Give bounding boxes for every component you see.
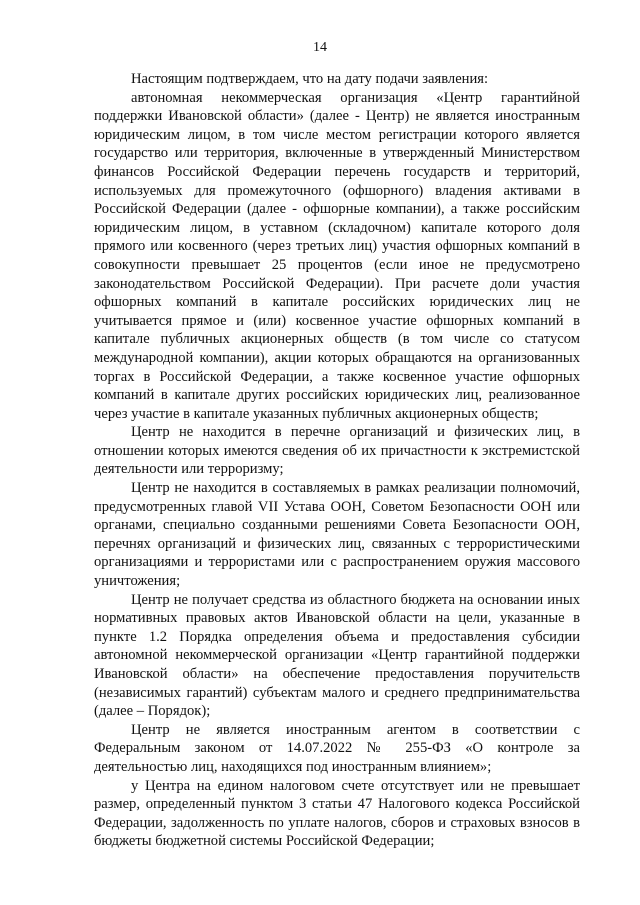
document-body [94, 70, 580, 851]
paragraph-un-security-council-lists: Центр не находится в составляемых в рамках реализации полномочий, предусмотренных главой VII Устава ООН, Советом Безопасности ООН или органами, специально созданными решениями Совета Безопасности ООН, перечнях организаций и физических лиц, связанных с террористическими организациями и террористами или с распространением оружия массового уничтожения; [94, 480, 580, 590]
paragraph-offshore-status: автономная некоммерческая организация «Центр гарантийной поддержки Ивановской области» (далее - Центр) не является иностранным юридическим лицом, в том числе местом регистрации которого является государство или территория, включенные в утвержденный Министерством финансов Российской Федерации перечень государств и территорий, используемых для промежуточного (офшорного) владения активами в Российской Федерации (далее - офшорные компании), а также российским юридическим лицом, в уставном (складочном) капитале которого доля прямого или косвенного (через третьих лиц) участия офшорных компаний в совокупности превышает 25 процентов (если иное не предусмотрено законодательством Российской Федерации). При расчете доли участия офшорных компаний в капитале российских юридических лиц не учитывается прямое и (или) косвенное участие офшорных компаний в капитале публичных акционерных обществ (в том числе со статусом международной компании), акции которых обращаются на организованных торгах в Российской Федерации, а также косвенное участие офшорных компаний в капитале других российских юридических лиц, реализованное через участие в капитале указанных публичных акционерных обществ; [94, 89, 580, 422]
paragraph-extremism-list: Центр не находится в перечне организаций и физических лиц, в отношении которых имеются сведения об их причастности к экстремистской деятельности или терроризму; [94, 424, 580, 478]
paragraph-regional-budget-funds: Центр не получает средства из областного бюджета на основании иных нормативных правовых актов Ивановской области на цели, указанные в пункте 1.2 Порядка определения объема и предоставления субсидии автономной некоммерческой организации «Центр гарантийной поддержки Ивановской области» на обеспечение предоставления поручительств (независимых гарантий) субъектам малого и среднего предпринимательства (далее – Порядок); [94, 591, 580, 720]
intro-paragraph: Настоящим подтверждаем, что на дату подачи заявления: [131, 71, 489, 87]
paragraph-tax-debt: у Центра на едином налоговом счете отсутствует или не превышает размер, определенный пунктом 3 статьи 47 Налогового кодекса Российской Федерации, задолженность по уплате налогов, сборов и страховых взносов в бюджеты бюджетной системы Российской Федерации; [94, 777, 580, 850]
paragraph-foreign-agent: Центр не является иностранным агентом в соответствии с Федеральным законом от 14.07.2022 № 255-ФЗ «О контроле за деятельностью лиц, находящихся под иностранным влиянием»; [94, 721, 580, 775]
page-number: 14 [313, 40, 327, 55]
